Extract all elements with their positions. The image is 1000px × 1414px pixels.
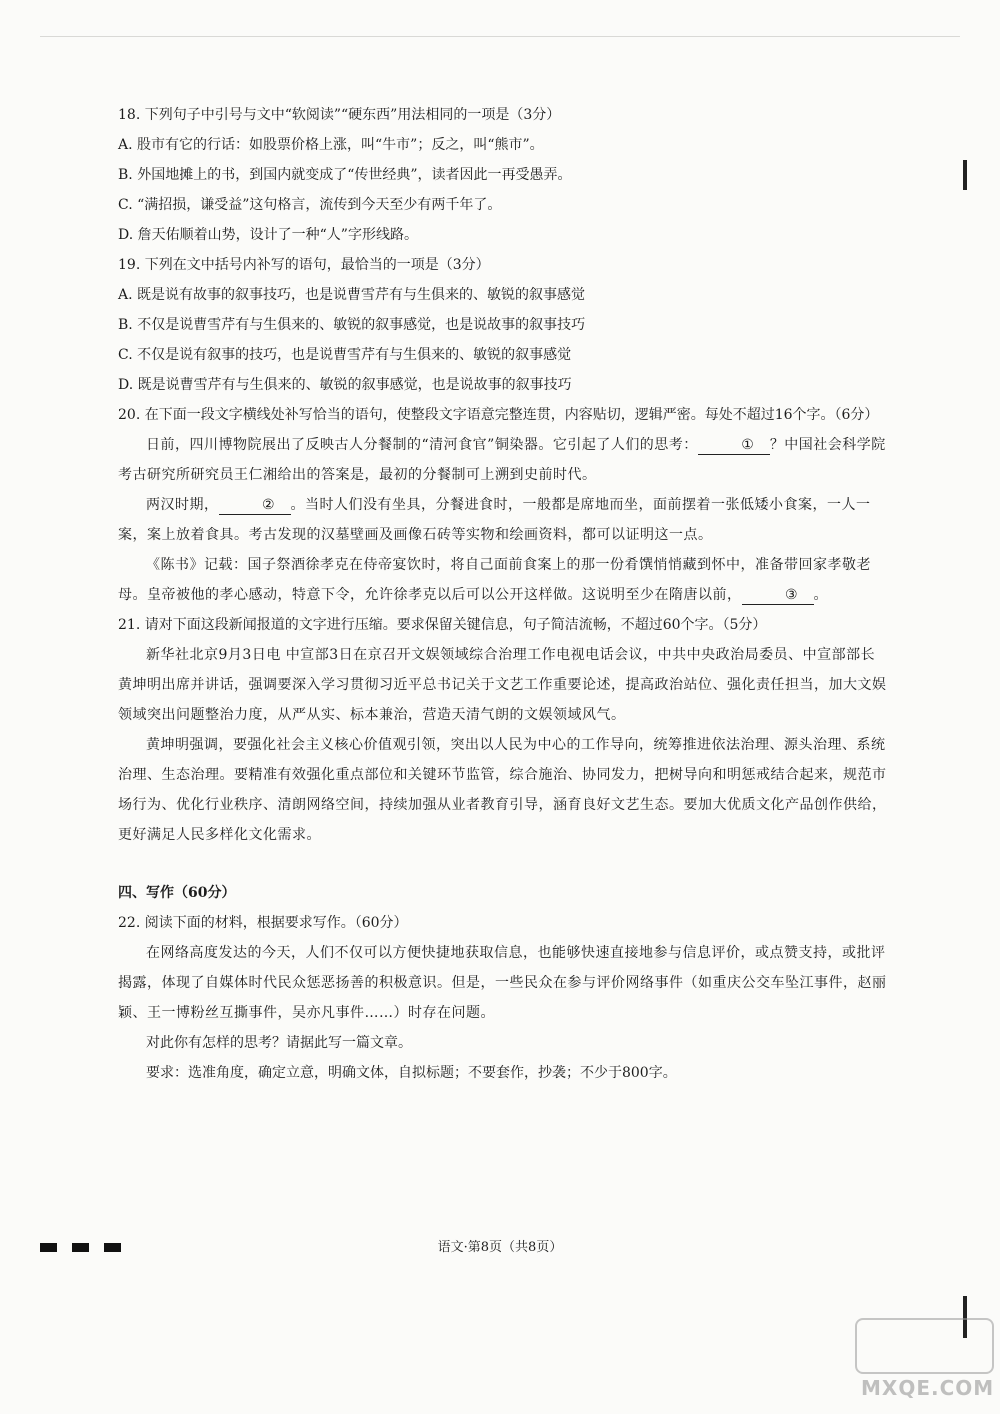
option-b: B. 不仅是说曹雪芹有与生俱来的、敏锐的叙事感觉，也是说故事的叙事技巧 <box>118 317 586 333</box>
material-paragraph: 在网络高度发达的今天，人们不仅可以方便快捷地获取信息，也能够快速直接地参与信息评价，或点赞支持，或批评揭露，体现了自媒体时代民众惩恶扬善的积极意识。但是，一些民众在参与评价网络事件（如重庆公交车坠江事件，赵丽颖、王一博粉丝互撕事件，吴亦凡事件……）时存在问题。 <box>118 945 887 1021</box>
passage-text: 。当时人们没有坐具，分餐进食时，一般都是席地而坐，面前摆着一张低矮小食案，一人一案，案上放着食具。考古发现的汉墓壁画及画像石砖等实物和绘画资料，都可以证明这一点。 <box>118 497 871 543</box>
passage-text: ？中国社会科学院考古研究所研究员王仁湘给出的答案是，最初的分餐制可上溯到史前时代。 <box>118 437 886 483</box>
question-18 <box>118 100 888 250</box>
passage-paragraph <box>118 430 888 490</box>
watermark-logo-icon <box>855 1318 994 1374</box>
passage-text: 《陈书》记载：国子祭酒徐孝克在侍帝宴饮时，将自己面前食案上的那一份肴馔悄悄藏到怀中，准备带回家孝敬老母。皇帝被他的孝心感动，特意下令，允许徐孝克以后可以公开这样做。这说明至少在隋唐以前， <box>118 557 871 603</box>
requirements-text: 要求：选准角度，确定立意，明确文体，自拟标题；不要套作，抄袭；不少于800字。 <box>146 1065 677 1081</box>
option-c: C. “满招损，谦受益”这句格言，流传到今天至少有两千年了。 <box>118 197 502 213</box>
option-d: D. 詹天佑顺着山势，设计了一种“人”字形线路。 <box>118 227 418 243</box>
exam-content <box>118 100 888 1088</box>
passage-paragraph <box>118 490 888 550</box>
question-20 <box>118 400 888 610</box>
option-a: A. 股市有它的行话：如股票价格上涨，叫“牛市”；反之，叫“熊市”。 <box>118 137 544 153</box>
option-c: C. 不仅是说有叙事的技巧，也是说曹雪芹有与生俱来的、敏锐的叙事感觉 <box>118 347 572 363</box>
option-d: D. 既是说曹雪芹有与生俱来的、敏锐的叙事感觉，也是说故事的叙事技巧 <box>118 377 572 393</box>
question-stem: 22. 阅读下面的材料，根据要求写作。（60分） <box>118 915 408 931</box>
question-21 <box>118 610 888 850</box>
watermark <box>855 1318 995 1400</box>
question-stem: 21. 请对下面这段新闻报道的文字进行压缩。要求保留关键信息，句子简洁流畅，不超过60个字。（5分） <box>118 617 767 633</box>
passage-paragraph <box>118 550 888 610</box>
passage-text: 。 <box>813 587 828 603</box>
prompt-text: 对此你有怎样的思考？请据此写一篇文章。 <box>146 1035 412 1051</box>
news-paragraph: 黄坤明强调，要强化社会主义核心价值观引领，突出以人民为中心的工作导向，统筹推进依法治理、源头治理、系统治理、生态治理。要精准有效强化重点部位和关键环节监管，综合施治、协同发力，把树导向和明惩戒结合起来，规范市场行为、优化行业秩序、清朗网络空间，持续加强从业者教育引导，涵育良好文艺生态。要加大优质文化产品创作供给，更好满足人民多样化文化需求。 <box>118 737 887 843</box>
margin-mark <box>963 160 967 190</box>
section-heading: 四、写作（60分） <box>118 885 236 901</box>
question-stem: 20. 在下面一段文字横线处补写恰当的语句，使整段文字语意完整连贯，内容贴切，逻辑严密。每处不超过16个字。（6分） <box>118 407 879 423</box>
page-top-rule <box>40 36 960 37</box>
question-22 <box>118 908 888 1088</box>
passage-text: 两汉时期， <box>146 497 219 513</box>
question-stem: 18. 下列句子中引号与文中“软阅读”“硬东西”用法相同的一项是（3分） <box>118 107 561 123</box>
watermark-text: MXQE.COM <box>861 1376 995 1400</box>
question-19 <box>118 250 888 400</box>
answer-blank-1[interactable]: ① <box>698 436 770 455</box>
news-paragraph: 新华社北京9月3日电 中宣部3日在京召开文娱领域综合治理工作电视电话会议，中共中央政治局委员、中宣部部长黄坤明出席并讲话，强调要深入学习贯彻习近平总书记关于文艺工作重要论述，提高政治站位、强化责任担当，加大文娱领域突出问题整治力度，从严从实、标本兼治，营造天清气朗的文娱领域风气。 <box>118 647 887 723</box>
answer-blank-3[interactable]: ③ <box>742 586 814 605</box>
option-b: B. 外国地摊上的书，到国内就变成了“传世经典”，读者因此一再受愚弄。 <box>118 167 572 183</box>
question-stem: 19. 下列在文中括号内补写的语句，最恰当的一项是（3分） <box>118 257 490 273</box>
page-number: 语文·第8页（共8页） <box>437 1240 563 1255</box>
option-a: A. 既是说有故事的叙事技巧，也是说曹雪芹有与生俱来的、敏锐的叙事感觉 <box>118 287 586 303</box>
passage-text: 日前，四川博物院展出了反映古人分餐制的“清河食官”铜染器。它引起了人们的思考： <box>146 437 698 453</box>
answer-blank-2[interactable]: ② <box>219 496 291 515</box>
